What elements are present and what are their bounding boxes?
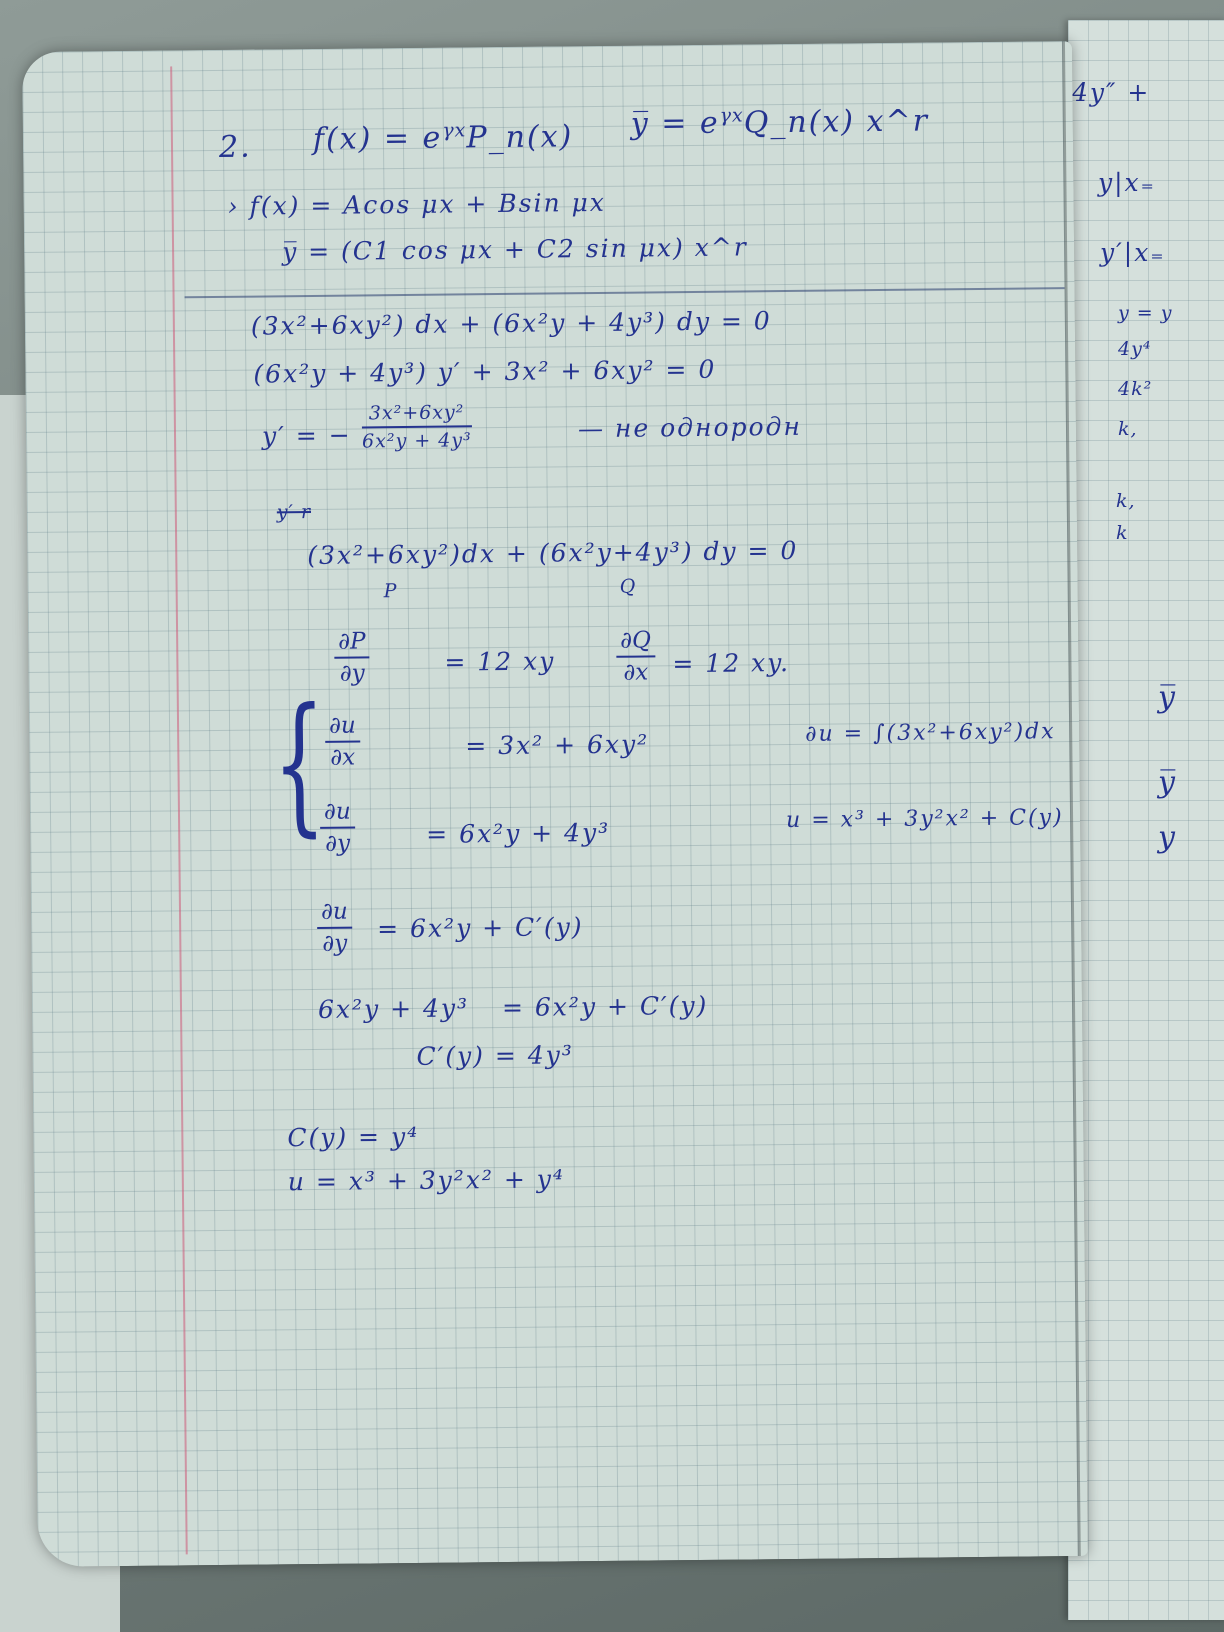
right-text-2: y|x₌ bbox=[1098, 168, 1156, 197]
equation-3: (3x²+6xy²)dx + (6x²y+4y³) dy = 0 bbox=[307, 535, 799, 571]
margin-line bbox=[170, 66, 188, 1554]
formula-f-trig: › f(x) = Acos μx + Bsin μx bbox=[227, 187, 607, 221]
dp-dy-fraction: $\frac{\partial P}{\partial y}$ bbox=[334, 628, 370, 686]
label-q: Q bbox=[619, 575, 637, 598]
yprime-lhs: y′ = − bbox=[261, 420, 352, 451]
equation-6: C(y) = y⁴ bbox=[287, 1121, 420, 1153]
right-text-10: y̅ bbox=[1158, 680, 1177, 715]
equation-4-right: = 6x²y + C′(y) bbox=[501, 990, 709, 1023]
system-eq1-value: = 3x² + 6xy² bbox=[465, 729, 650, 761]
system-eq2-value: = 6x²y + 4y³ bbox=[426, 817, 611, 849]
equation-7: u = x³ + 3y²x² + y⁴ bbox=[287, 1164, 566, 1197]
item-number: 2. bbox=[218, 129, 252, 165]
system-brace: { bbox=[272, 676, 327, 852]
right-text-12: y bbox=[1158, 820, 1177, 855]
right-text-11: y̅ bbox=[1158, 765, 1177, 800]
right-text-7: k, bbox=[1118, 418, 1138, 440]
equation-4-left: 6x²y + 4y³ bbox=[317, 993, 470, 1024]
non-homogeneous-note: — не однородн bbox=[577, 411, 803, 444]
right-text-1: 4y″ + bbox=[1072, 78, 1151, 107]
formula-f-left: $f(x) = e^{\gamma x}P\_n(x)$ bbox=[312, 119, 574, 157]
u-expression: u = x³ + 3y²x² + C(y) bbox=[785, 805, 1064, 834]
yprime-fraction: $\frac{\text{3x²+6xy²}}{\text{6x²y + 4y³}}$ bbox=[361, 401, 472, 453]
equation-1: (3x²+6xy²) dx + (6x²y + 4y³) dy = 0 bbox=[250, 306, 772, 341]
integral-u: ∂u = ∫(3x²+6xy²)dx bbox=[805, 719, 1056, 747]
right-text-3: y′|x₌ bbox=[1100, 238, 1166, 267]
equation-2: (6x²y + 4y³) y′ + 3x² + 6xy² = 0 bbox=[253, 354, 717, 389]
dq-dx-fraction: $\frac{\partial Q}{\partial x}$ bbox=[616, 627, 655, 685]
right-text-8: k, bbox=[1116, 490, 1136, 512]
formula-y-trig: y̅ = (C1 cos μx + C2 sin μx) x^r bbox=[281, 232, 748, 267]
du-dy-fraction: $\frac{\partial u}{\partial y}$ bbox=[317, 899, 352, 957]
right-text-6: 4k² bbox=[1118, 378, 1153, 400]
right-text-5: 4y⁴ bbox=[1118, 338, 1152, 360]
right-notebook-page bbox=[1068, 20, 1224, 1620]
right-text-9: k bbox=[1116, 522, 1129, 544]
formula-y-right: y̅ = $e^{\gamma x}Q\_n(x)$ x^r bbox=[630, 103, 930, 142]
system-du-dy: $\frac{\partial u}{\partial y}$ bbox=[320, 799, 355, 857]
dp-dy-value: = 12 xy bbox=[444, 646, 556, 677]
notebook-page bbox=[22, 41, 1088, 1567]
equation-5: C′(y) = 4y³ bbox=[416, 1040, 575, 1071]
right-text-4: y = y bbox=[1118, 302, 1173, 324]
label-yr: y′ r bbox=[276, 500, 312, 524]
label-p: P bbox=[383, 580, 398, 603]
system-du-dx: $\frac{\partial u}{\partial x}$ bbox=[325, 713, 360, 771]
du-dy-value: = 6x²y + C′(y) bbox=[377, 912, 584, 944]
section-divider bbox=[185, 287, 1065, 298]
dq-dx-value: = 12 xy. bbox=[672, 647, 791, 679]
